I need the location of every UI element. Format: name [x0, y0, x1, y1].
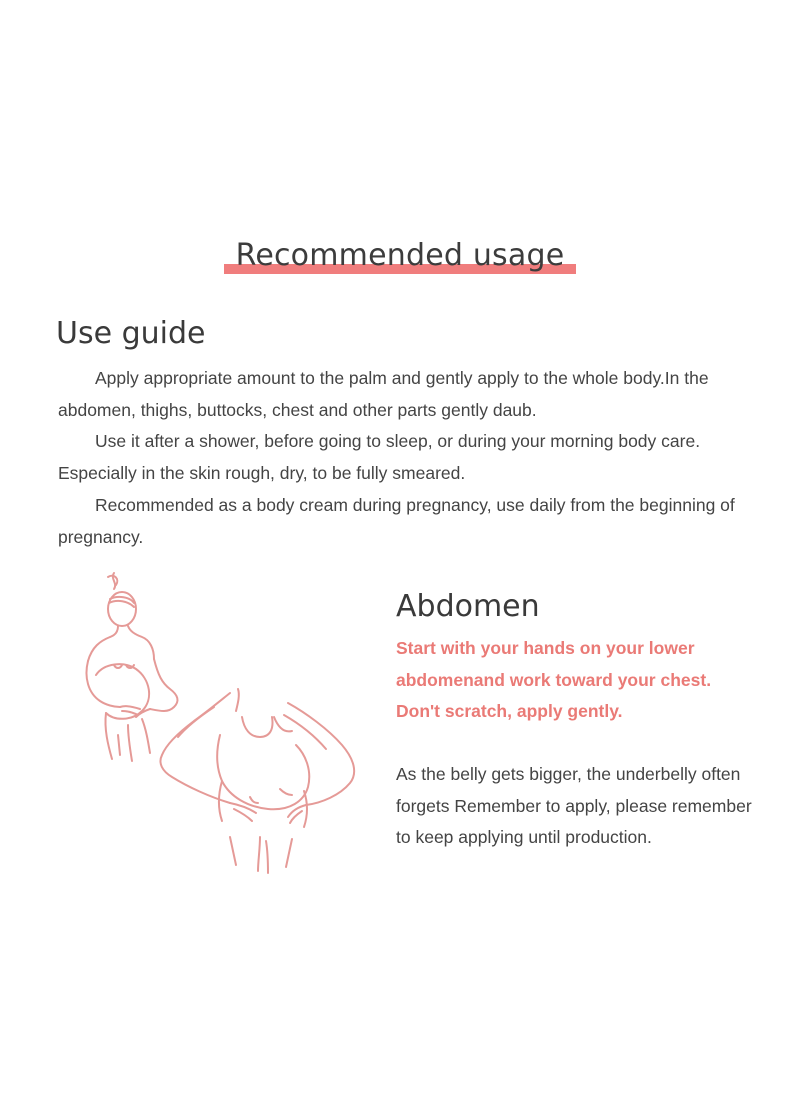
abdomen-highlight-text: [396, 633, 776, 728]
abdomen-title: Abdomen: [396, 589, 540, 624]
section-heading-text: Recommended usage: [235, 238, 565, 273]
guide-paragraph: Recommended as a body cream during pregnancy, use daily from the beginning of pregnancy.: [58, 494, 735, 547]
section-heading-container: [224, 236, 577, 276]
pregnant-woman-sketch-icon: [70, 565, 370, 880]
abdomen-note-text: [396, 759, 786, 854]
note-line: to keep applying until production.: [396, 827, 652, 848]
note-line: As the belly gets bigger, the underbelly often: [396, 764, 741, 784]
guide-paragraph: Apply appropriate amount to the palm and gently apply to the whole body.In the abdomen, thighs, buttocks, chest and other parts gently daub.: [58, 368, 709, 420]
note-line: forgets Remember to apply, please remember: [396, 795, 752, 816]
highlight-line: Start with your hands on your lower: [396, 638, 695, 658]
highlight-line: Don't scratch, apply gently.: [396, 701, 623, 722]
use-guide-body: [58, 363, 758, 553]
section-heading: [0, 236, 800, 276]
guide-paragraph: Use it after a shower, before going to sleep, or during your morning body care. Especially in the skin rough, dry, to be fully smeared.: [58, 431, 701, 484]
use-guide-title: Use guide: [56, 316, 206, 351]
highlight-line: abdomenand work toward your chest.: [396, 669, 712, 690]
